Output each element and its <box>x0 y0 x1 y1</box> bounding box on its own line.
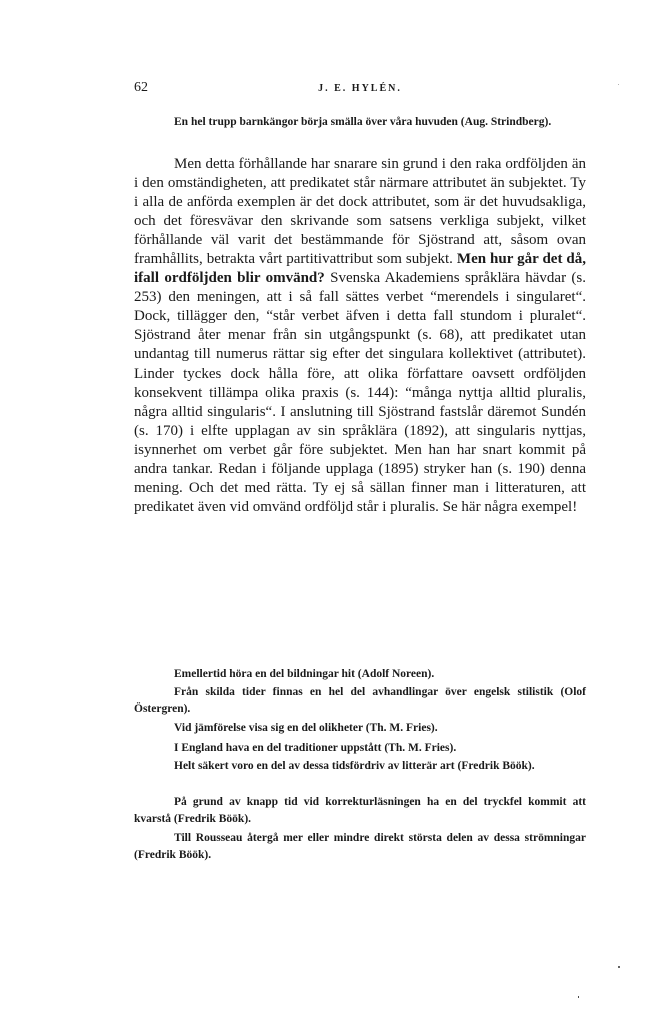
example-item: Helt säkert voro en del av dessa tidsfördriv av litterär art (Fredrik Böök). <box>174 760 535 772</box>
example-item: Vid jämförelse visa sig en del olikheter (Th. M. Fries). <box>174 722 438 734</box>
example-item: Från skilda tider finnas en hel del avhandlingar över engelsk stilistik (Olof Östergren). <box>134 686 586 715</box>
body-paragraph <box>134 155 586 517</box>
page-header <box>134 80 586 100</box>
paragraph-text-2: Svenska Akademiens språklära hävdar (s. 253) den meningen, att i så fall sättes verbet “merendels i singularet“. Dock, tillägger den, “står verbet äfven i detta fall stundom i pluralet“. Sjöstrand åter menar från sin utgångspunkt (s. 68), att predikatet utan undantag till numerus rättar sig efter det singulara kollektivet (attributet). Linder tyckes dock hålla före, att olika författare oavsett ordföljden konsekvent tillämpa olika praxis (s. 144): “många nyttja alltid pluralis, några alltid singularis“. I anslutning till Sjöstrand fastslår däremot Sundén (s. 170) i elfte upplagan av sin språklära (1892), att singularis nyttjas, isynnerhet om verbet går före subjektet. Men han har snart kommit på andra tankar. Redan i följande upplaga (1895) stryker han (s. 190) denna mening. Och det med rätta. Ty ej så sällan finner man i litteraturen, att predikatet även vid omvänd ordföljd står i pluralis. Se här några exempel! <box>134 270 586 515</box>
example-item: Emellertid höra en del bildningar hit (Adolf Noreen). <box>174 668 435 680</box>
example-item: I England hava en del traditioner uppstått (Th. M. Fries). <box>174 742 457 754</box>
example-item: Till Rousseau återgå mer eller mindre direkt största delen av dessa strömningar (Fredrik Böök). <box>134 832 586 861</box>
paragraph-question: Men hur går det då, ifall ordföljden blir omvänd? <box>134 251 587 287</box>
quote-example: En hel trupp barnkängor börja smälla över våra huvuden (Aug. Strindberg). <box>174 116 552 128</box>
example-item: På grund av knapp tid vid korrekturläsningen ha en del tryckfel kommit att kvarstå (Fredrik Böök). <box>134 796 586 825</box>
scan-speck <box>618 84 619 85</box>
scan-speck <box>578 996 579 998</box>
running-head: J. E. HYLÉN. <box>318 83 402 94</box>
page-number: 62 <box>134 80 148 95</box>
scan-speck <box>618 966 620 968</box>
paragraph-text-1: Men detta förhållande har snarare sin grund i den raka ordföljden än i den omständigheten, att predikatet står närmare attributet än subjektet. Ty i alla de anförda exemplen är det dock attributet, som är det huvudsakliga, och det föresvävar den skrivande som satsens verkliga subjekt, vilket förhållande väl varit det bestämmande för Sjöstrand att, såsom ovan framhållits, betrakta vårt partitivattribut som subjekt. <box>134 156 586 268</box>
